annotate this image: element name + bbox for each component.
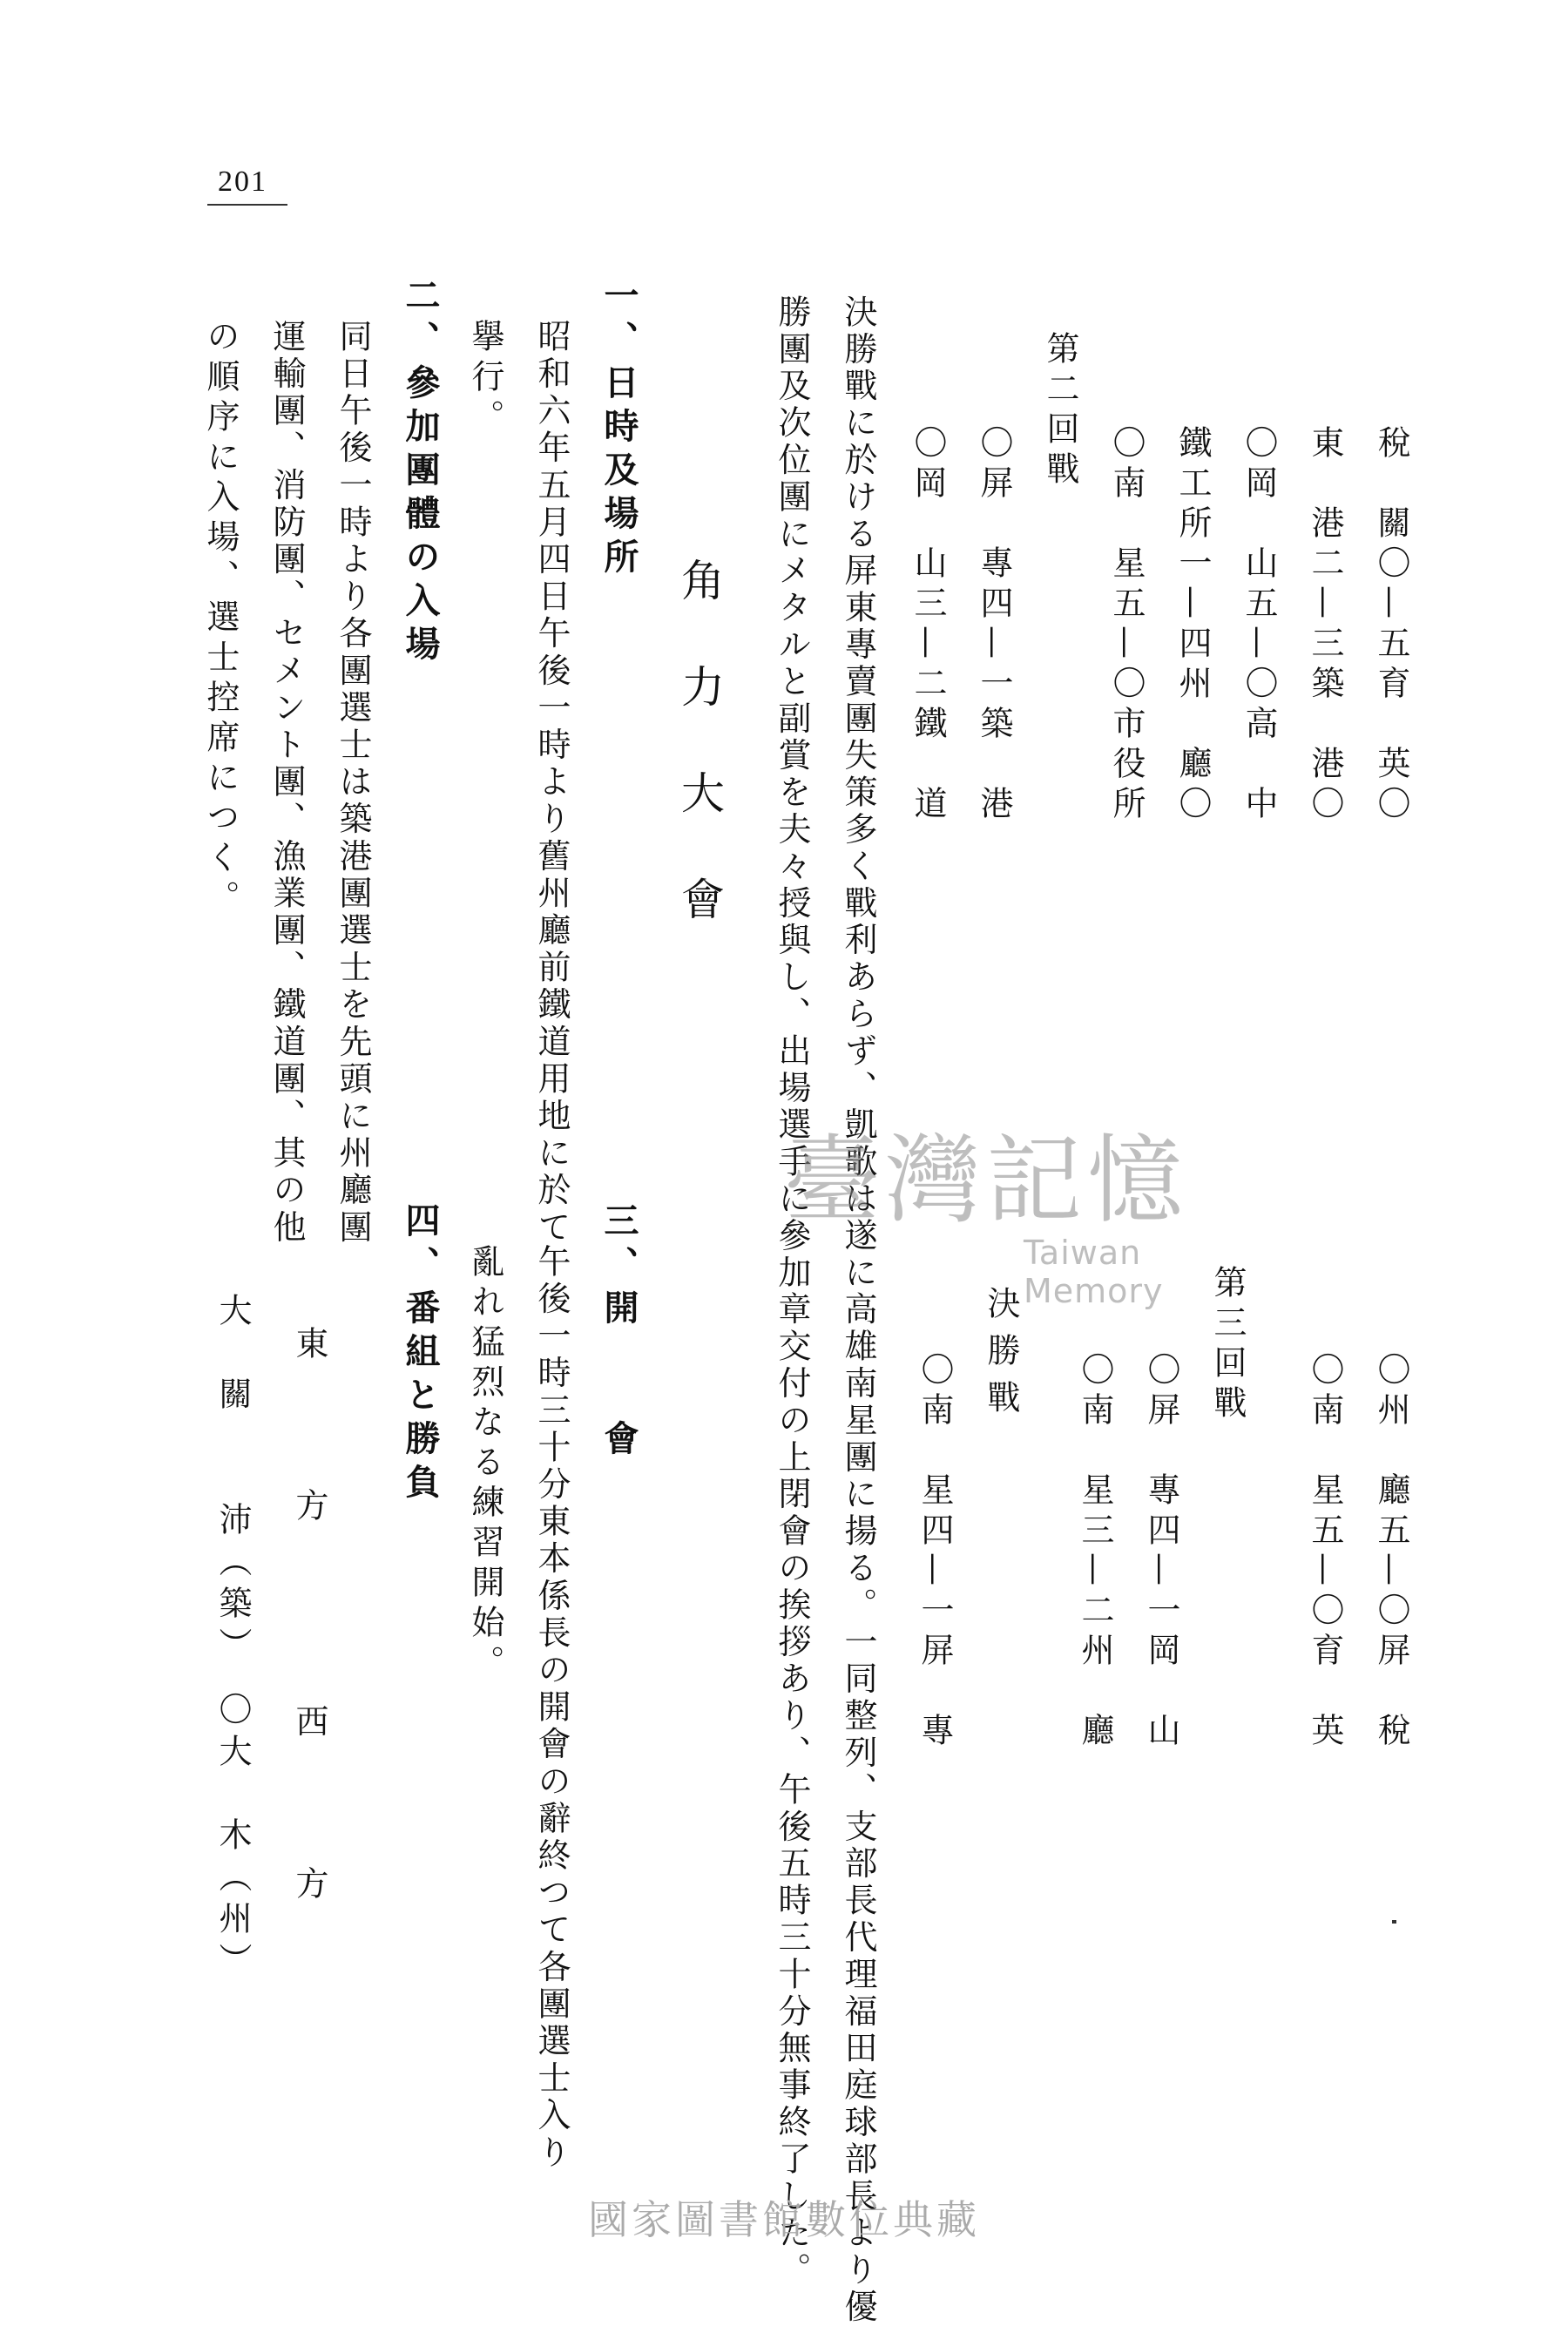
result-line: 〇屏 專四—一岡 山 [1142, 1352, 1180, 1753]
result-line: 〇南 星五—〇育 英 [1306, 1352, 1344, 1753]
round-heading: 第三回戰 [1208, 1265, 1247, 1425]
result-line: 東 港二—三築 港〇 [1306, 425, 1344, 826]
body-line: 運輸團、消防團、セメント團、漁業團、鐵道團、其の他 [267, 319, 306, 1247]
body-line: の順序に入場、選士控席につく。 [201, 319, 240, 920]
round-heading: 第二回戰 [1041, 331, 1079, 491]
final-heading: 決勝戰 [982, 1286, 1020, 1427]
body-line: 同日午後一時より各團選士は築港團選士を先頭に州廳團 [334, 319, 372, 1247]
section-heading: 二、參加團體の入場 [400, 277, 440, 669]
scan-speck [1392, 1920, 1396, 1924]
body-line: 午後一時三十分東本係長の開會の辭終つて各團選士入り [532, 1244, 571, 2172]
bout-west: 〇大 木（州） [213, 1692, 252, 1985]
summary-line: 決勝戰に於ける屏東專賣團失策多く戰利あらず、凱歌は遂に高雄南星團に揚る。一同整列、支部長代理福田庭球部長より優 [839, 294, 877, 2326]
watermark-title: 臺灣記憶 [784, 1125, 1188, 1236]
section-title: 角力大會 [674, 558, 725, 983]
result-line: 〇南 星五—〇市役所 [1107, 425, 1146, 826]
page-number: 201 [218, 166, 267, 198]
footer-collection-label: 國家圖書館數位典藏 [588, 2196, 980, 2243]
page-number-rule [207, 204, 287, 206]
result-line: 〇屏 專四—一築 港 [975, 425, 1013, 826]
result-line: 鐵工所一—四州 廳〇 [1173, 425, 1212, 826]
body-line: 擧行。 [466, 319, 504, 439]
west-side-label: 西 方 [290, 1704, 328, 1920]
body-line: 昭和六年五月四日午後一時より舊州廳前鐵道用地に於て [532, 319, 571, 1247]
summary-line: 勝團及次位團にメタルと副賞を夫々授與し、出場選手に參加章交付の上閉會の挨拶あり、午後五時三十分無事終了した。 [773, 294, 811, 2289]
section-heading: 四、番組と勝負 [400, 1202, 440, 1507]
bout-east: 大 關 沛（築） [213, 1293, 252, 1669]
result-line: 〇岡 山三—二鐵 道 [909, 425, 947, 826]
result-line: 〇岡 山五—〇高 中 [1240, 425, 1278, 826]
watermark [784, 1125, 1272, 1310]
watermark-subtitle: Taiwan Memory [1024, 1234, 1164, 1310]
body-line: 亂れ猛烈なる練習開始。 [466, 1244, 504, 1685]
section-heading: 一、日時及場所 [598, 277, 639, 582]
result-line: 稅 關〇—五育 英〇 [1372, 425, 1410, 826]
result-line: 〇州 廳五—〇屏 稅 [1372, 1352, 1410, 1753]
east-side-label: 東 方 [290, 1326, 328, 1542]
section-heading: 三、開 會 [598, 1202, 639, 1464]
result-line: 〇南 星三—二州 廳 [1076, 1352, 1114, 1753]
result-line: 〇南 星四—一屏 專 [916, 1352, 954, 1753]
